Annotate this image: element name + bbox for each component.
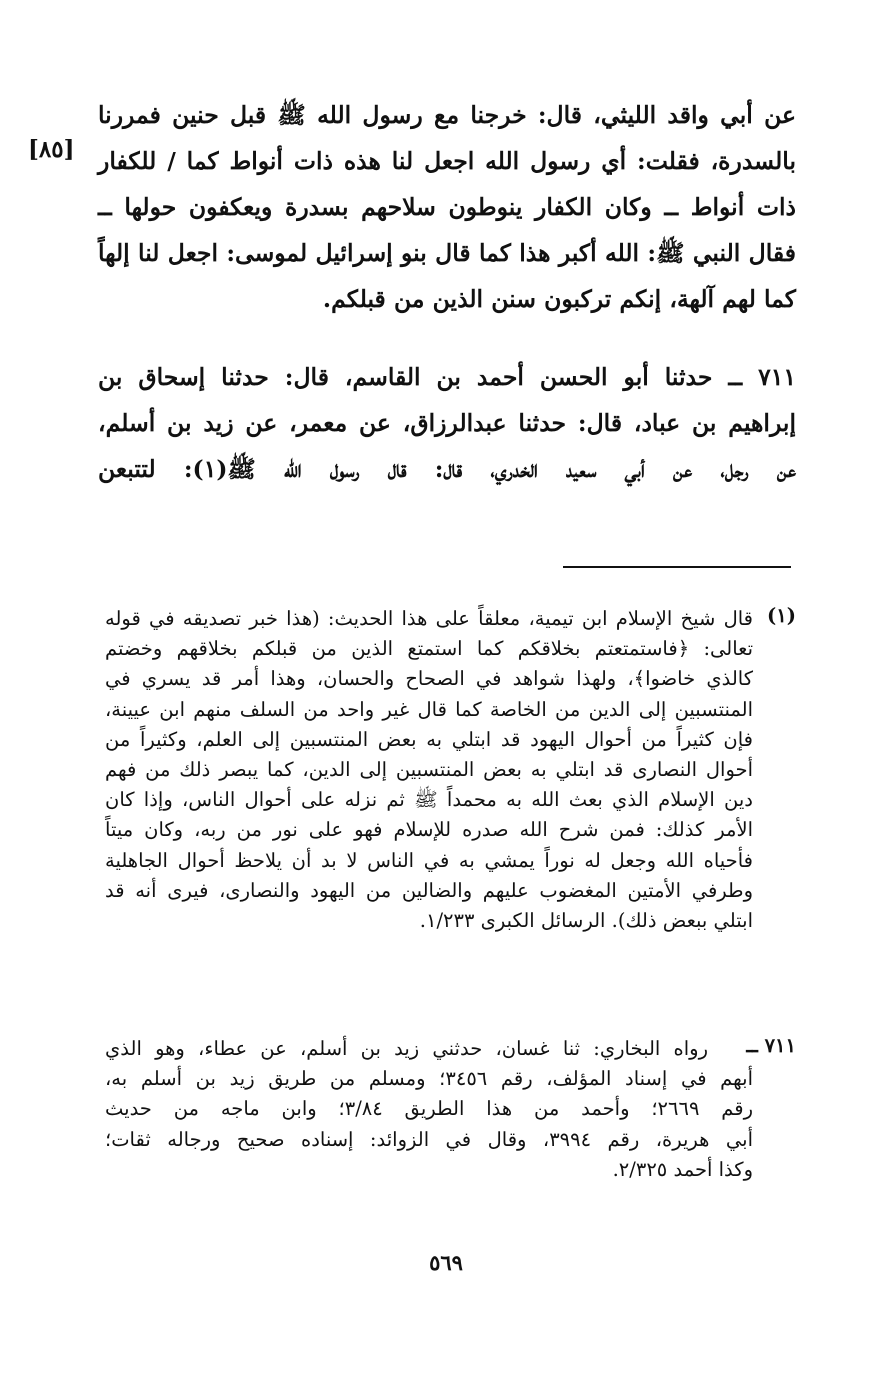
footnote-line: أبهم في إسناد المؤلف، رقم ٣٤٥٦؛ ومسلم من طريق زيد بن أسلم به، (105, 1067, 753, 1091)
footnote-line: رقم ٢٦٦٩؛ وأحمد من هذا الطريق ٣/٨٤؛ وابن ماجه من حديث (105, 1097, 754, 1121)
footnote-line: ابتلي ببعض ذلك). الرسائل الكبرى ١/٢٣٣. (419, 909, 753, 933)
footnote-line: كالذي خاضوا﴾، ولهذا شواهد في الصحاح والحسان، وهذا أمر قد يسري في (105, 667, 753, 691)
footnote-marker: (١) (767, 604, 796, 627)
footnote-line: دين الإسلام الذي بعث الله به محمداً ﷺ ثم نزله على أحوال الناس، وإذا كان (105, 788, 753, 812)
footnote-line: أبي هريرة، رقم ٣٩٩٤، وقال في الزوائد: إسناده صحيح ورجاله ثقات؛ (105, 1127, 754, 1151)
footnote-separator (563, 566, 791, 568)
footnote-1-text (105, 604, 753, 936)
main-line: كما لهم آلهة، إنكم تركبون سنن الذين من قبلكم. (322, 285, 796, 313)
footnote-line: فإن كثيراً من أحوال اليهود قد ابتلي به بعض المنتسبين إلى العلم، وكثيراً من (105, 727, 753, 751)
main-paragraph-hadith-711 (98, 354, 796, 492)
footnote-line: الأمر كذلك: فمن شرح الله صدره للإسلام فهو على نور من ربه، وكان ميتاً (105, 818, 753, 842)
footnote-711-text (105, 1034, 753, 1185)
footnote-marker: ٧١١ ــ (746, 1034, 796, 1057)
main-line: عن رجل، عن أبي سعيد الخدري، قال: قال رسول الله ﷺ(١): لتتبعن (98, 455, 797, 483)
main-line: عن أبي واقد الليثي، قال: خرجنا مع رسول الله ﷺ قبل حنين فمررنا (98, 101, 796, 129)
main-line: ذات أنواط ــ وكان الكفار ينوطون سلاحهم بسدرة ويعكفون حولها ــ (98, 193, 796, 221)
main-line: إبراهيم بن عباد، قال: حدثنا عبدالرزاق، عن معمر، عن زيد بن أسلم، (98, 409, 796, 437)
footnote-line: أحوال النصارى قد ابتلي به بعض المنتسبين إلى الدين، كما يبصر ذلك من فهم (105, 758, 753, 782)
page-number: ٥٦٩ (429, 1250, 463, 1275)
footnote-line: وكذا أحمد ٢/٣٢٥. (612, 1157, 753, 1181)
footnote-line: فأحياه الله وجعل له نوراً يمشي به في الناس لا بد أن يلاحظ أحوال الجاهلية (105, 848, 753, 872)
footnote-line: المنتسبين إلى الدين من الخاصة كما قال غير واحد من السلف منهم ابن عيينة، (105, 697, 753, 721)
footnote-line: وطرفي الأمتين المغضوب عليهم والضالين من اليهود والنصارى، فيرى أنه قد (105, 878, 753, 902)
footnote-line: رواه البخاري: ثنا غسان، حدثني زيد بن أسلم، عن عطاء، وهو الذي (105, 1037, 708, 1060)
footnote-line: تعالى: ﴿فاستمتعتم بخلاقكم كما استمتع الذين من قبلكم بخلاقهم وخضتم (105, 637, 753, 661)
main-line: ٧١١ ــ حدثنا أبو الحسن أحمد بن القاسم، قال: حدثنا إسحاق بن (98, 363, 796, 391)
manuscript-folio-reference: [٨٥] (28, 136, 75, 163)
main-paragraph-hadith-continuation (98, 92, 796, 322)
main-line: بالسدرة، فقلت: أي رسول الله اجعل لنا هذه ذات أنواط كما / للكفار (98, 147, 796, 175)
footnote-line: قال شيخ الإسلام ابن تيمية، معلقاً على هذا الحديث: (هذا خبر تصديقه في قوله (105, 607, 753, 630)
main-line: فقال النبي ﷺ: الله أكبر هذا كما قال بنو إسرائيل لموسى: اجعل لنا إلهاً (98, 239, 796, 267)
